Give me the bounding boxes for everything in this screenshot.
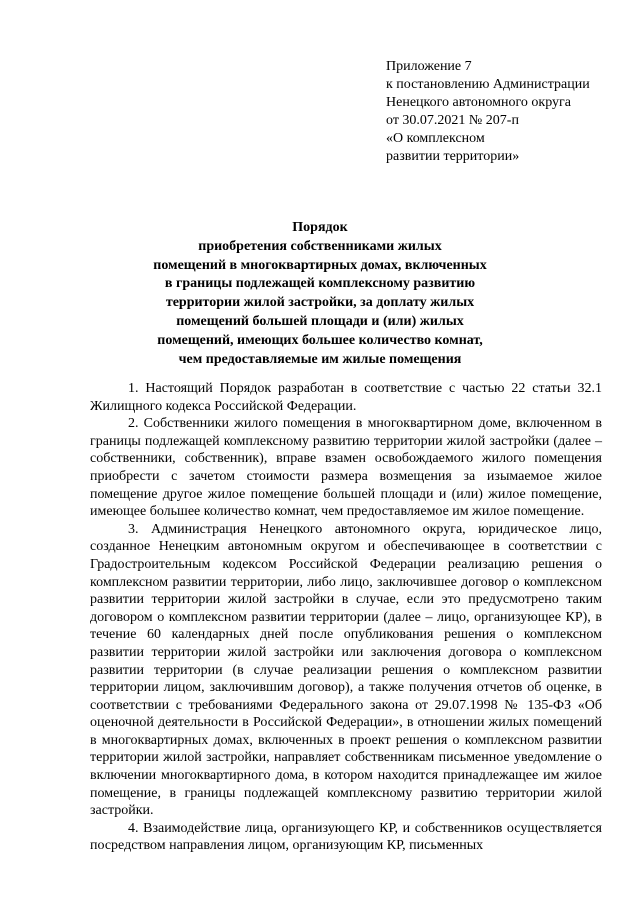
document-title xyxy=(0,219,640,369)
title-line: помещений в многоквартирных домах, включенных xyxy=(153,257,487,273)
paragraph-1: 1. Настоящий Порядок разработан в соответствие с частью 22 статьи 32.1 Жилищного кодекса Российской Федерации. xyxy=(90,381,602,414)
paragraph-4: 4. Взаимодействие лица, организующего КР, и собственников осуществляется посредством направления лицом, организующим КР, письменных xyxy=(90,820,602,854)
appendix-line: «О комплексном xyxy=(386,131,485,146)
title-line: приобретения собственниками жилых xyxy=(198,238,442,254)
appendix-line: к постановлению Администрации xyxy=(386,77,590,92)
appendix-line: от 30.07.2021 № 207-п xyxy=(386,113,519,128)
title-line: чем предоставляемые им жилые помещения xyxy=(178,351,462,367)
title-line: помещений, имеющих большее количество комнат, xyxy=(157,332,483,348)
paragraph-2: 2. Собственники жилого помещения в многоквартирном доме, включенном в границы подлежащей комплексному развитию территории жилой застройки (далее – собственники, собственник), вправе взамен освобождаемого жилого помещения приобрести с зачетом стоимости размера возмещения за изымаемое жилое помещение другое жилое помещение большей площади и (или) жилое помещение, имеющее большее количество комнат, чем предоставляемое им жилое помещение. xyxy=(90,416,602,520)
title-line: в границы подлежащей комплексному развитию xyxy=(164,276,476,292)
appendix-line: Приложение 7 xyxy=(386,59,472,74)
appendix-line: развитии территории» xyxy=(386,149,520,164)
appendix-header xyxy=(386,58,626,166)
title-line: Порядок xyxy=(292,220,348,235)
paragraph-3: 3. Администрация Ненецкого автономного округа, юридическое лицо, созданное Ненецким автономным округом и обеспечивающее в соответствии с Градостроительным кодексом Российской Федерации реализацию решения о комплексном развитии территории, либо лицо, заключившее договор о комплексном развитии территории жилой застройки в случае, если это предусмотрено таким договором о комплексном развитии территории (далее – лицо, организующее КР), в течение 60 календарных дней после опубликования решения о комплексном развитии территории жилой застройки или заключения договора о комплексном развитии территории (в случае реализации решения о комплексном развитии территории лицом, заключившим договор), а также получения отчетов об оценке, в соответствии с требованиями Федерального закона от 29.07.1998 № 135-ФЗ «Об оценочной деятельности в Российской Федерации», в отношении жилых помещений в многоквартирных домах, включенных в проект решения о комплексном развитии территории жилой застройки, направляет собственникам письменное уведомление о включении многоквартирного дома, в котором находится принадлежащее им жилое помещение, в границы подлежащей комплексному развитию территории жилой застройки. xyxy=(90,521,602,819)
title-line: территории жилой застройки, за доплату жилых xyxy=(165,295,475,311)
appendix-line: Ненецкого автономного округа xyxy=(386,95,571,110)
title-line: помещений большей площади и (или) жилых xyxy=(176,313,464,329)
document-body xyxy=(90,380,602,855)
